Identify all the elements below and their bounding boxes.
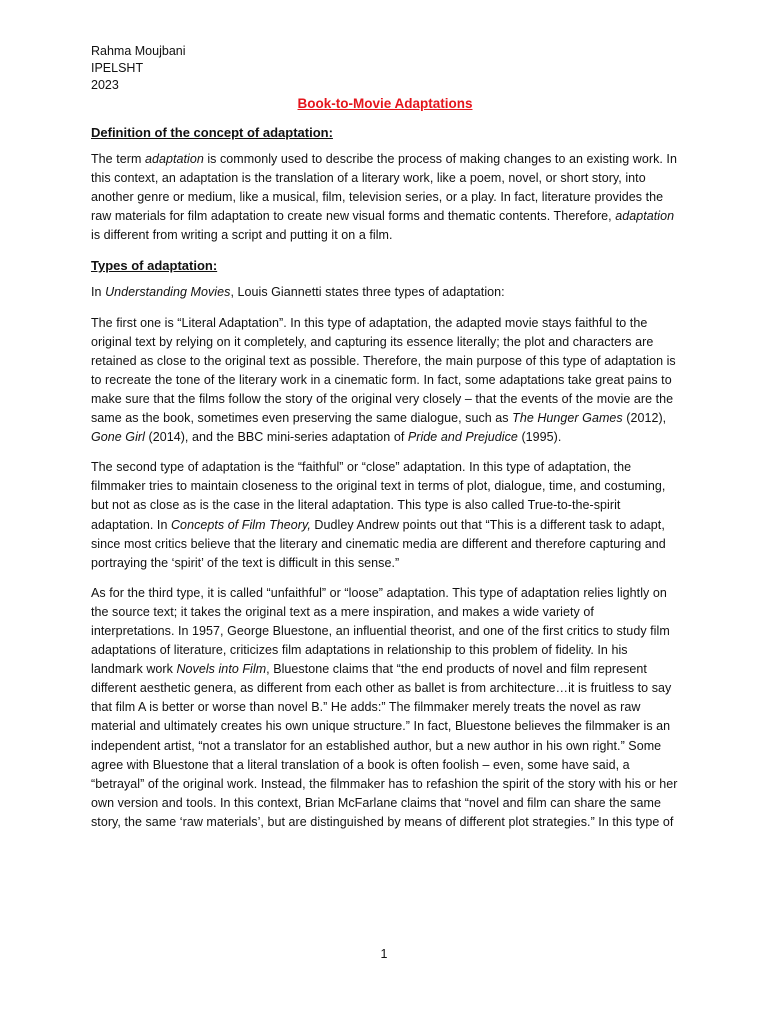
text-run: The term xyxy=(91,152,145,166)
text-run: (1995). xyxy=(517,430,562,445)
paragraph xyxy=(91,584,679,832)
paragraph xyxy=(91,458,679,573)
text-run: is commonly used to describe the process of making changes to an existing work. In this context, an adaptation is the translation of a literary work, like a poem, novel, or short story, into another genre or medium, like a musical, film, television series, or a play. In fact, literature provides the raw materials for film adaptation to create new visual forms and thematic contents. Therefore, xyxy=(91,152,677,224)
italic-title: Understanding Movies xyxy=(105,285,231,300)
text-run: In xyxy=(91,285,106,300)
text-run: As for the third type, it is called “unfaithful” or “loose” adaptation. This type of adaptation relies lightly on the source text; it takes the original text as a mere inspiration, and makes a wide variety of interpretations. In 1957, George Bluestone, an influential theorist, and one of the first critics to study film adaptations of literature, criticizes film adaptations in relationship to this problem of fidelity. In his landmark work xyxy=(91,585,670,677)
paragraph xyxy=(91,150,679,245)
section-heading: Definition of the concept of adaptation: xyxy=(91,125,333,140)
text-run: Dudley Andrew points out that “This is a different task to adapt, since most critics believe that the literary and cinematic media are different and therefore capturing and portraying the ‘spirit’ of the text is difficult in this sense.” xyxy=(91,517,666,570)
text-run: is different from writing a script and putting it on a film. xyxy=(91,228,393,243)
text-run: , Bluestone claims that “the end products of novel and film represent different aesthetic genera, as different from each other as ballet is from architecture…it is fruitless to say that film A is better or worse than novel B.” He adds:” The filmmaker merely treats the novel as raw material and ultimately creates his own unique structure.” In fact, Bluestone believes the filmmaker is an independent artist, “not a translator for an established author, but a new author in his own right.” Some agree with Bluestone that a literal translation of a book is often foolish – even, some have said, a “betrayal” of the original work. Instead, the filmmaker has to refashion the spirit of the story with his or her own version and tools. In this context, Brian McFarlane claims that “novel and film can share the same story, the same ‘raw materials’, but are distinguished by means of different plot strategies.” In this type of xyxy=(91,662,678,829)
document-title: Book-to-Movie Adaptations xyxy=(297,96,473,111)
paragraph xyxy=(91,314,679,448)
institution-name: IPELSHT xyxy=(91,61,144,75)
italic-title: Novels into Film xyxy=(176,662,267,677)
section-definition xyxy=(91,123,679,245)
text-run: , Louis Giannetti states three types of adaptation: xyxy=(230,285,505,300)
page-number: 1 xyxy=(380,947,388,961)
italic-title: The Hunger Games xyxy=(512,411,623,426)
document-page xyxy=(91,43,679,843)
italic-title: Concepts of Film Theory, xyxy=(170,517,311,532)
italic-title: adaptation xyxy=(144,152,204,166)
section-heading: Types of adaptation: xyxy=(91,258,218,274)
document-year: 2023 xyxy=(91,78,119,92)
paragraph xyxy=(91,283,679,302)
italic-title: Gone Girl xyxy=(91,430,145,445)
section-types xyxy=(91,256,679,832)
text-run: The first one is “Literal Adaptation”. In this type of adaptation, the adapted movie stays faithful to the original text by relying on it completely, and capturing its essence literally; the plot and characters are retained as close to the original text as possible. Therefore, the main purpose of this type of adaptation is to recreate the tone of the literary work in a cinematic form. In fact, some adaptations take great pains to make sure that the films follow the story of the original very closely – that the events of the movie are the same as the book, sometimes even preserving the same dialogue, such as xyxy=(91,315,676,426)
text-run: (2014), and the BBC mini-series adaptation of xyxy=(144,430,408,445)
italic-title: Pride and Prejudice xyxy=(407,430,518,445)
author-name: Rahma Moujbani xyxy=(91,44,186,58)
text-run: The second type of adaptation is the “faithful” or “close” adaptation. In this type of adaptation, the filmmaker tries to maintain closeness to the original text in terms of plot, dialogue, time, and costuming, but not as close as is the case in the literal adaptation. This type is also called True-to-the-spirit adaptation. In xyxy=(91,460,666,532)
text-run: (2012), xyxy=(622,411,667,426)
italic-title: adaptation xyxy=(615,209,675,224)
